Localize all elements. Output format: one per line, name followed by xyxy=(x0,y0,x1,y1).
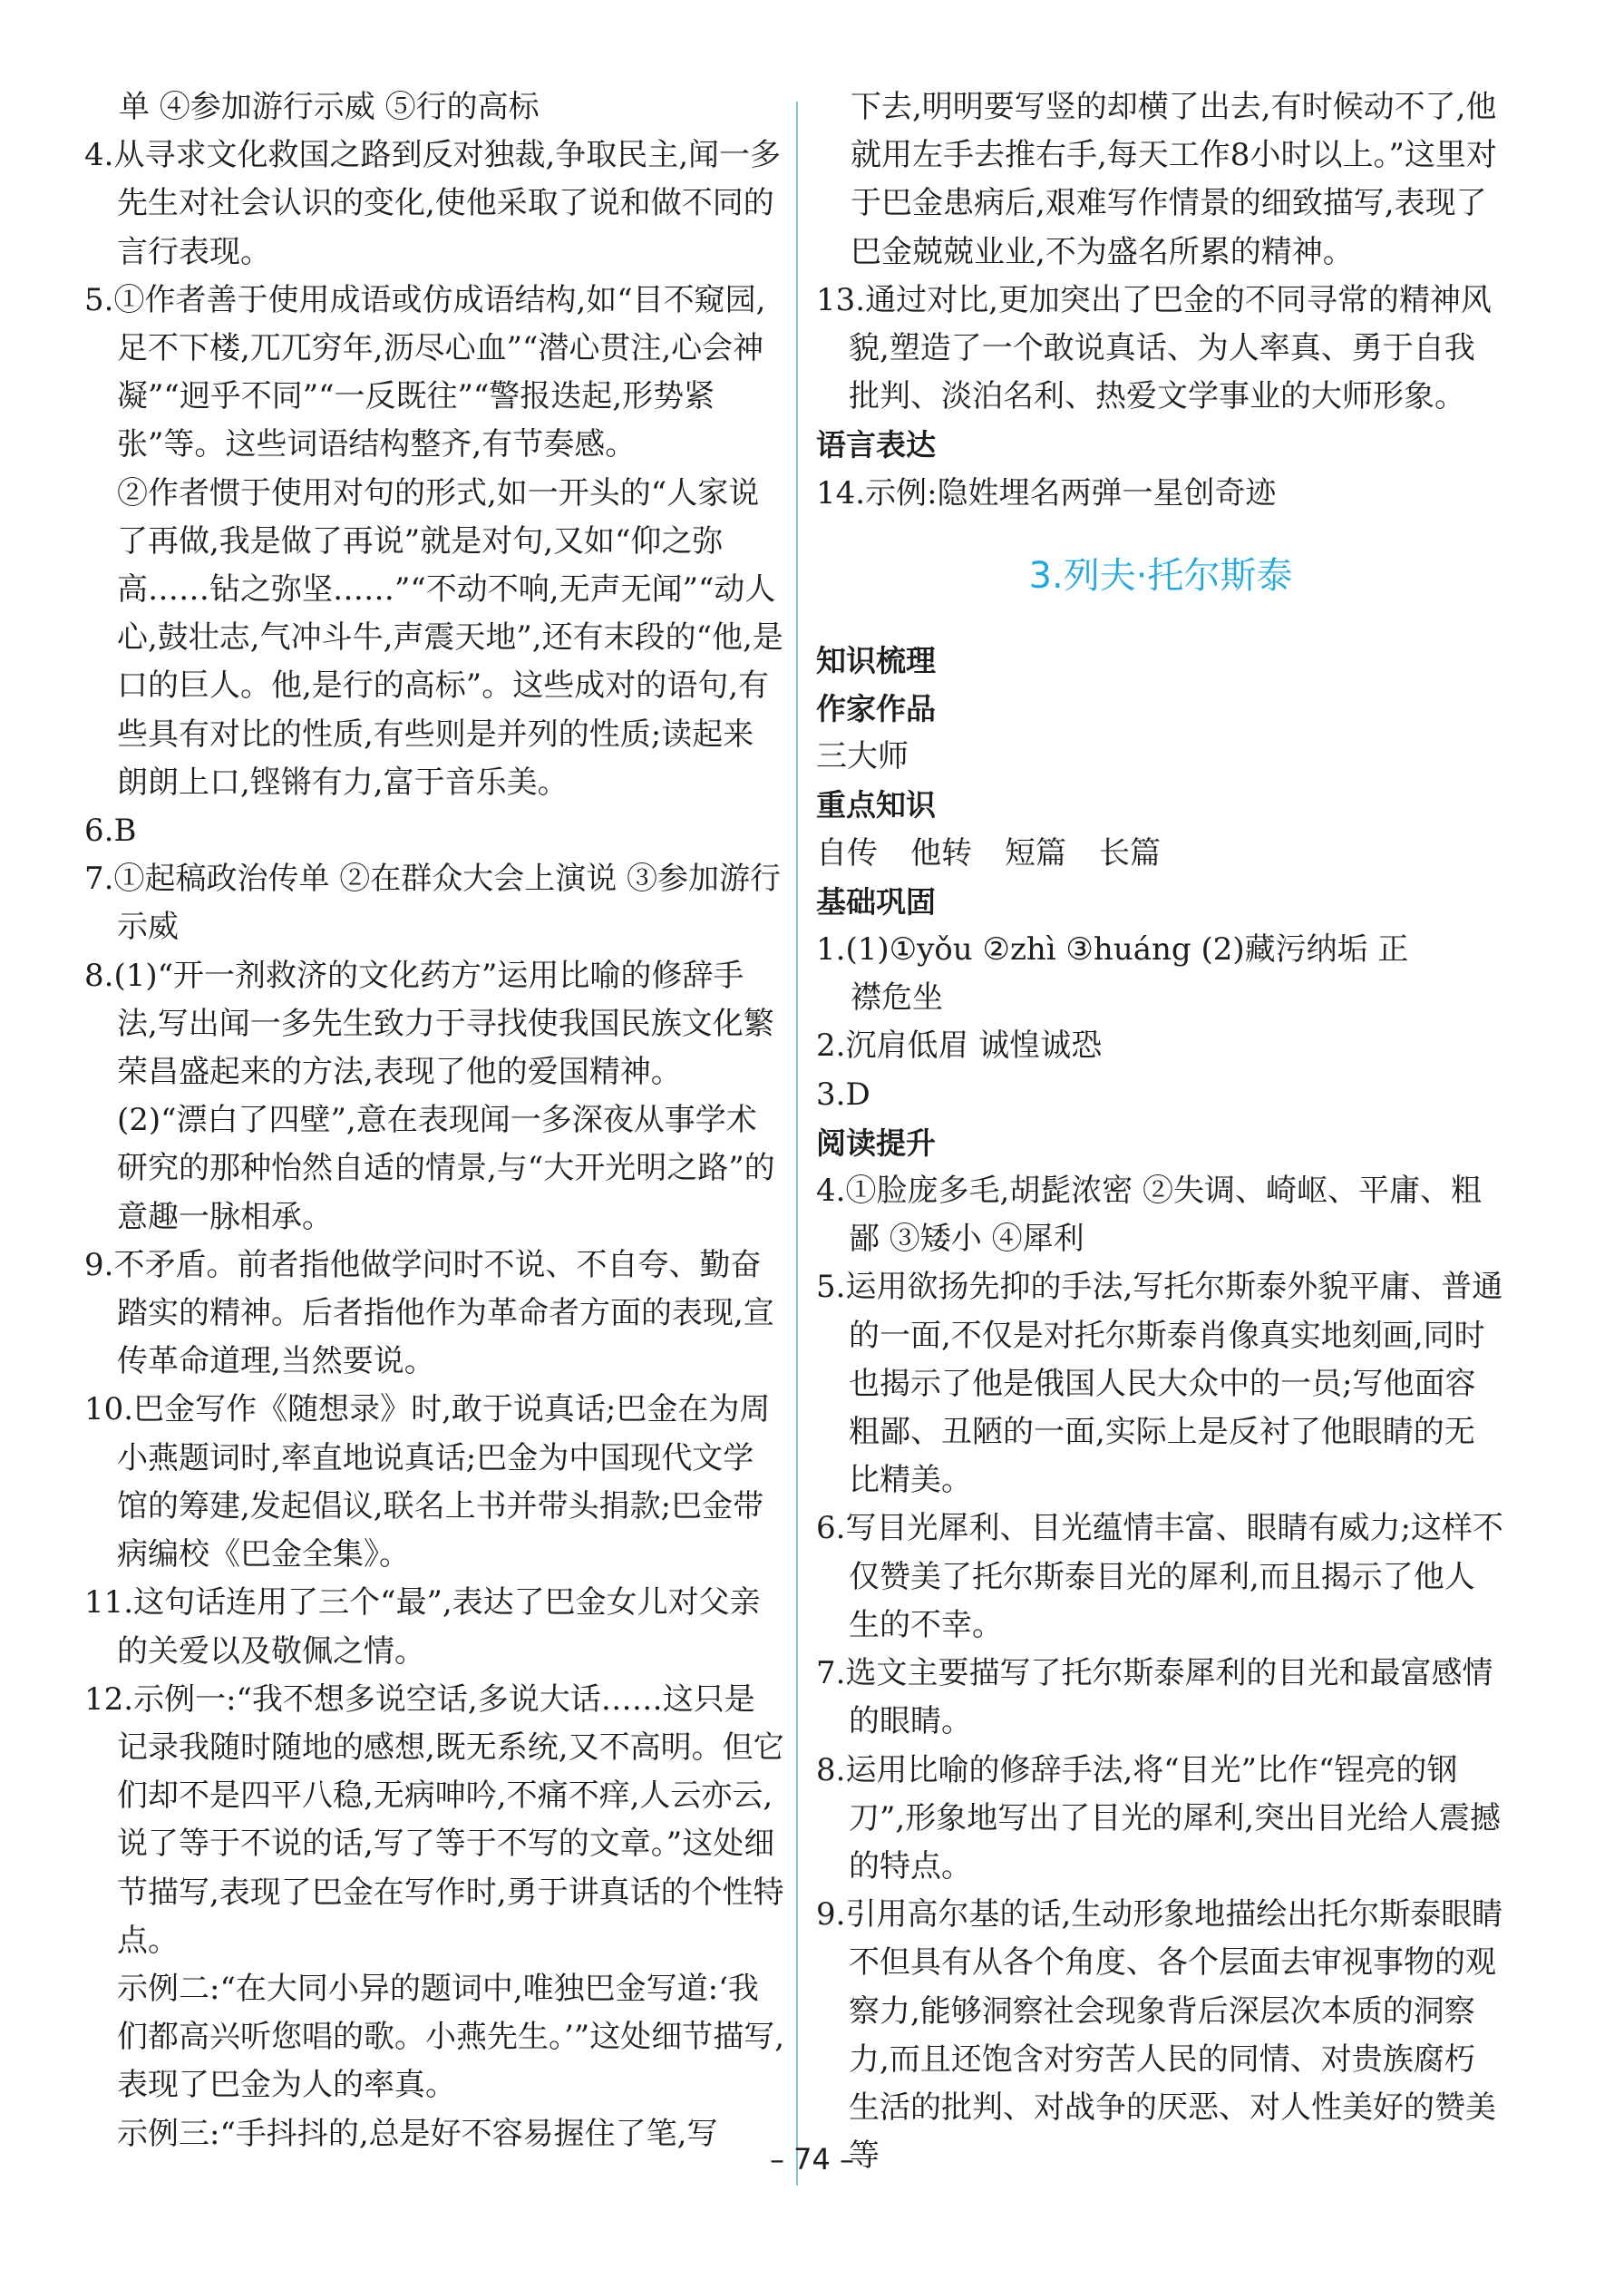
reading-4: 4.①脸庞多毛,胡髭浓密 ②失调、崎岖、平庸、粗鄙 ③矮小 ④犀利 xyxy=(816,1173,1483,1258)
answer-5-part1: 5.①作者善于使用成语或仿成语结构,如“目不窥园,足不下楼,兀兀穷年,沥尽心血”“潜心贯注,心会神凝”“迥乎不同”“一反既往”“警报迭起,形势紧张”等。这些词语结构整齐,有节奏感。 xyxy=(84,281,766,463)
answer-12-example2: 示例二:“在大同小异的题词中,唯独巴金写道:‘我们都高兴听您唱的歌。小燕先生。’”这处细节描写,表现了巴金为人的率真。 xyxy=(117,1970,784,2104)
reading-5: 5.运用欲扬先抑的手法,写托尔斯泰外貌平庸、普通的一面,不仅是对托尔斯泰肖像真实地刻画,同时也揭示了他是俄国人民大众中的一员;写他面容粗鄙、丑陋的一面,实际上是反衬了他眼睛的无比精美。 xyxy=(816,1269,1503,1499)
answer-9: 9.不矛盾。前者指他做学问时不说、不自夸、勤奋踏实的精神。后者指他作为革命者方面的表现,宣传革命道理,当然要说。 xyxy=(84,1246,774,1380)
answer-continuation: 单 ④参加游行示威 ⑤行的高标 xyxy=(119,89,540,125)
section-title: 3.列夫·托尔斯泰 xyxy=(1028,554,1293,597)
page-number: – 74 – xyxy=(769,2142,855,2177)
reading-8: 8.运用比喻的修辞手法,将“目光”比作“锃亮的钢刀”,形象地写出了目光的犀利,突出目光给人震撼的特点。 xyxy=(816,1751,1501,1885)
answer-13: 13.通过对比,更加突出了巴金的不同寻常的精神风貌,塑造了一个敢说真话、为人率真、勇于自我批判、淡泊名利、热爱文学事业的大师形象。 xyxy=(816,281,1492,415)
works-answer: 三大师 xyxy=(816,738,909,775)
basic-1-cont: 襟危坐 xyxy=(851,979,943,1017)
heading-language-expression: 语言表达 xyxy=(816,427,936,463)
basic-3: 3.D xyxy=(816,1076,870,1113)
key-knowledge-answers xyxy=(816,830,1505,878)
answer-5-part2: ②作者惯于使用对句的形式,如一开头的“人家说了再做,我是做了再说”就是对句,又如“仰之弥高……钻之弥坚……”“不动不响,无声无闻”“动人心,鼓壮志,气冲斗牛,声震天地”,还有末段的“他,是口的巨人。他,是行的高标”。这些成对的语句,有些具有对比的性质,有些则是并列的性质;读起来朗朗上口,铿锵有力,富于音乐美。 xyxy=(117,474,783,801)
answer-8-part1: 8.(1)“开一剂救济的文化药方”运用比喻的修辞手法,写出闻一多先生致力于寻找使我国民族文化繁荣昌盛起来的方法,表现了他的爱国精神。 xyxy=(84,957,774,1091)
answer-6: 6.B xyxy=(84,813,137,850)
heading-basic: 基础巩固 xyxy=(816,883,936,920)
answer-8-part2: (2)“漂白了四壁”,意在表现闻一多深夜从事学术研究的那种怡然自适的情景,与“大开光明之路”的意趣一脉相承。 xyxy=(117,1102,775,1235)
answer-4: 4.从寻求文化救国之路到反对独裁,争取民主,闻一多先生对社会认识的变化,使他采取了说和做不同的言行表现。 xyxy=(84,137,782,270)
key-item: 他转 xyxy=(910,834,972,872)
reading-9: 9.引用高尔基的话,生动形象地描绘出托尔斯泰眼睛不但具有从各个角度、各个层面去审视事物的观察力,能够洞察社会现象背后深层次本质的洞察力,而且还饱含对穷苦人民的同情、对贵族腐朽生活的批判、对战争的厌恶、对人性美好的赞美等 xyxy=(816,1896,1503,2175)
answer-14: 14.示例:隐姓埋名两弹一星创奇迹 xyxy=(816,474,1277,511)
heading-works: 作家作品 xyxy=(816,691,936,727)
basic-1: 1.(1)①yǒu ②zhì ③huáng (2)藏污纳垢 正 xyxy=(816,931,1409,969)
answer-12-example3: 示例三:“手抖抖的,总是好不容易握住了笔,写 xyxy=(117,2115,718,2152)
heading-reading: 阅读提升 xyxy=(816,1125,936,1161)
right-column xyxy=(816,83,1505,2180)
answer-7: 7.①起稿政治传单 ②在群众大会上演说 ③参加游行示威 xyxy=(84,861,782,946)
key-item: 短篇 xyxy=(1005,834,1066,872)
answer-12-continuation: 下去,明明要写竖的却横了出去,有时候动不了,他就用左手去推右手,每天工作8小时以上。”这里对于巴金患病后,艰难写作情景的细致描写,表现了巴金兢兢业业,不为盛名所累的精神。 xyxy=(851,89,1497,270)
answer-10: 10.巴金写作《随想录》时,敢于说真话;巴金在为周小燕题词时,率直地说真话;巴金为中国现代文学馆的筹建,发起倡议,联名上书并带头捐款;巴金带病编校《巴金全集》。 xyxy=(84,1391,771,1573)
answer-11: 11.这句话连用了三个“最”,表达了巴金女儿对父亲的关爱以及敬佩之情。 xyxy=(84,1584,761,1670)
key-item: 长篇 xyxy=(1099,834,1161,872)
left-column xyxy=(84,83,784,2158)
reading-7: 7.选文主要描写了托尔斯泰犀利的目光和最富感情的眼睛。 xyxy=(816,1655,1493,1740)
heading-knowledge: 知识梳理 xyxy=(816,642,936,678)
heading-key-knowledge: 重点知识 xyxy=(816,787,936,823)
key-item: 自传 xyxy=(816,834,878,872)
column-divider xyxy=(796,102,798,2186)
answer-12-example1: 12.示例一:“我不想多说空话,多说大话……这只是记录我随时随地的感想,既无系统,又不高明。但它们却不是四平八稳,无病呻吟,不痛不痒,人云亦云,说了等于不说的话,写了等于不写的文章。”这处细节描写,表现了巴金在写作时,勇于讲真话的个性特点。 xyxy=(84,1680,784,1959)
reading-6: 6.写目光犀利、目光蕴情丰富、眼睛有威力;这样不仅赞美了托尔斯泰目光的犀利,而且揭示了他人生的不幸。 xyxy=(816,1510,1503,1643)
basic-2: 2.沉肩低眉 诚惶诚恐 xyxy=(816,1027,1103,1065)
